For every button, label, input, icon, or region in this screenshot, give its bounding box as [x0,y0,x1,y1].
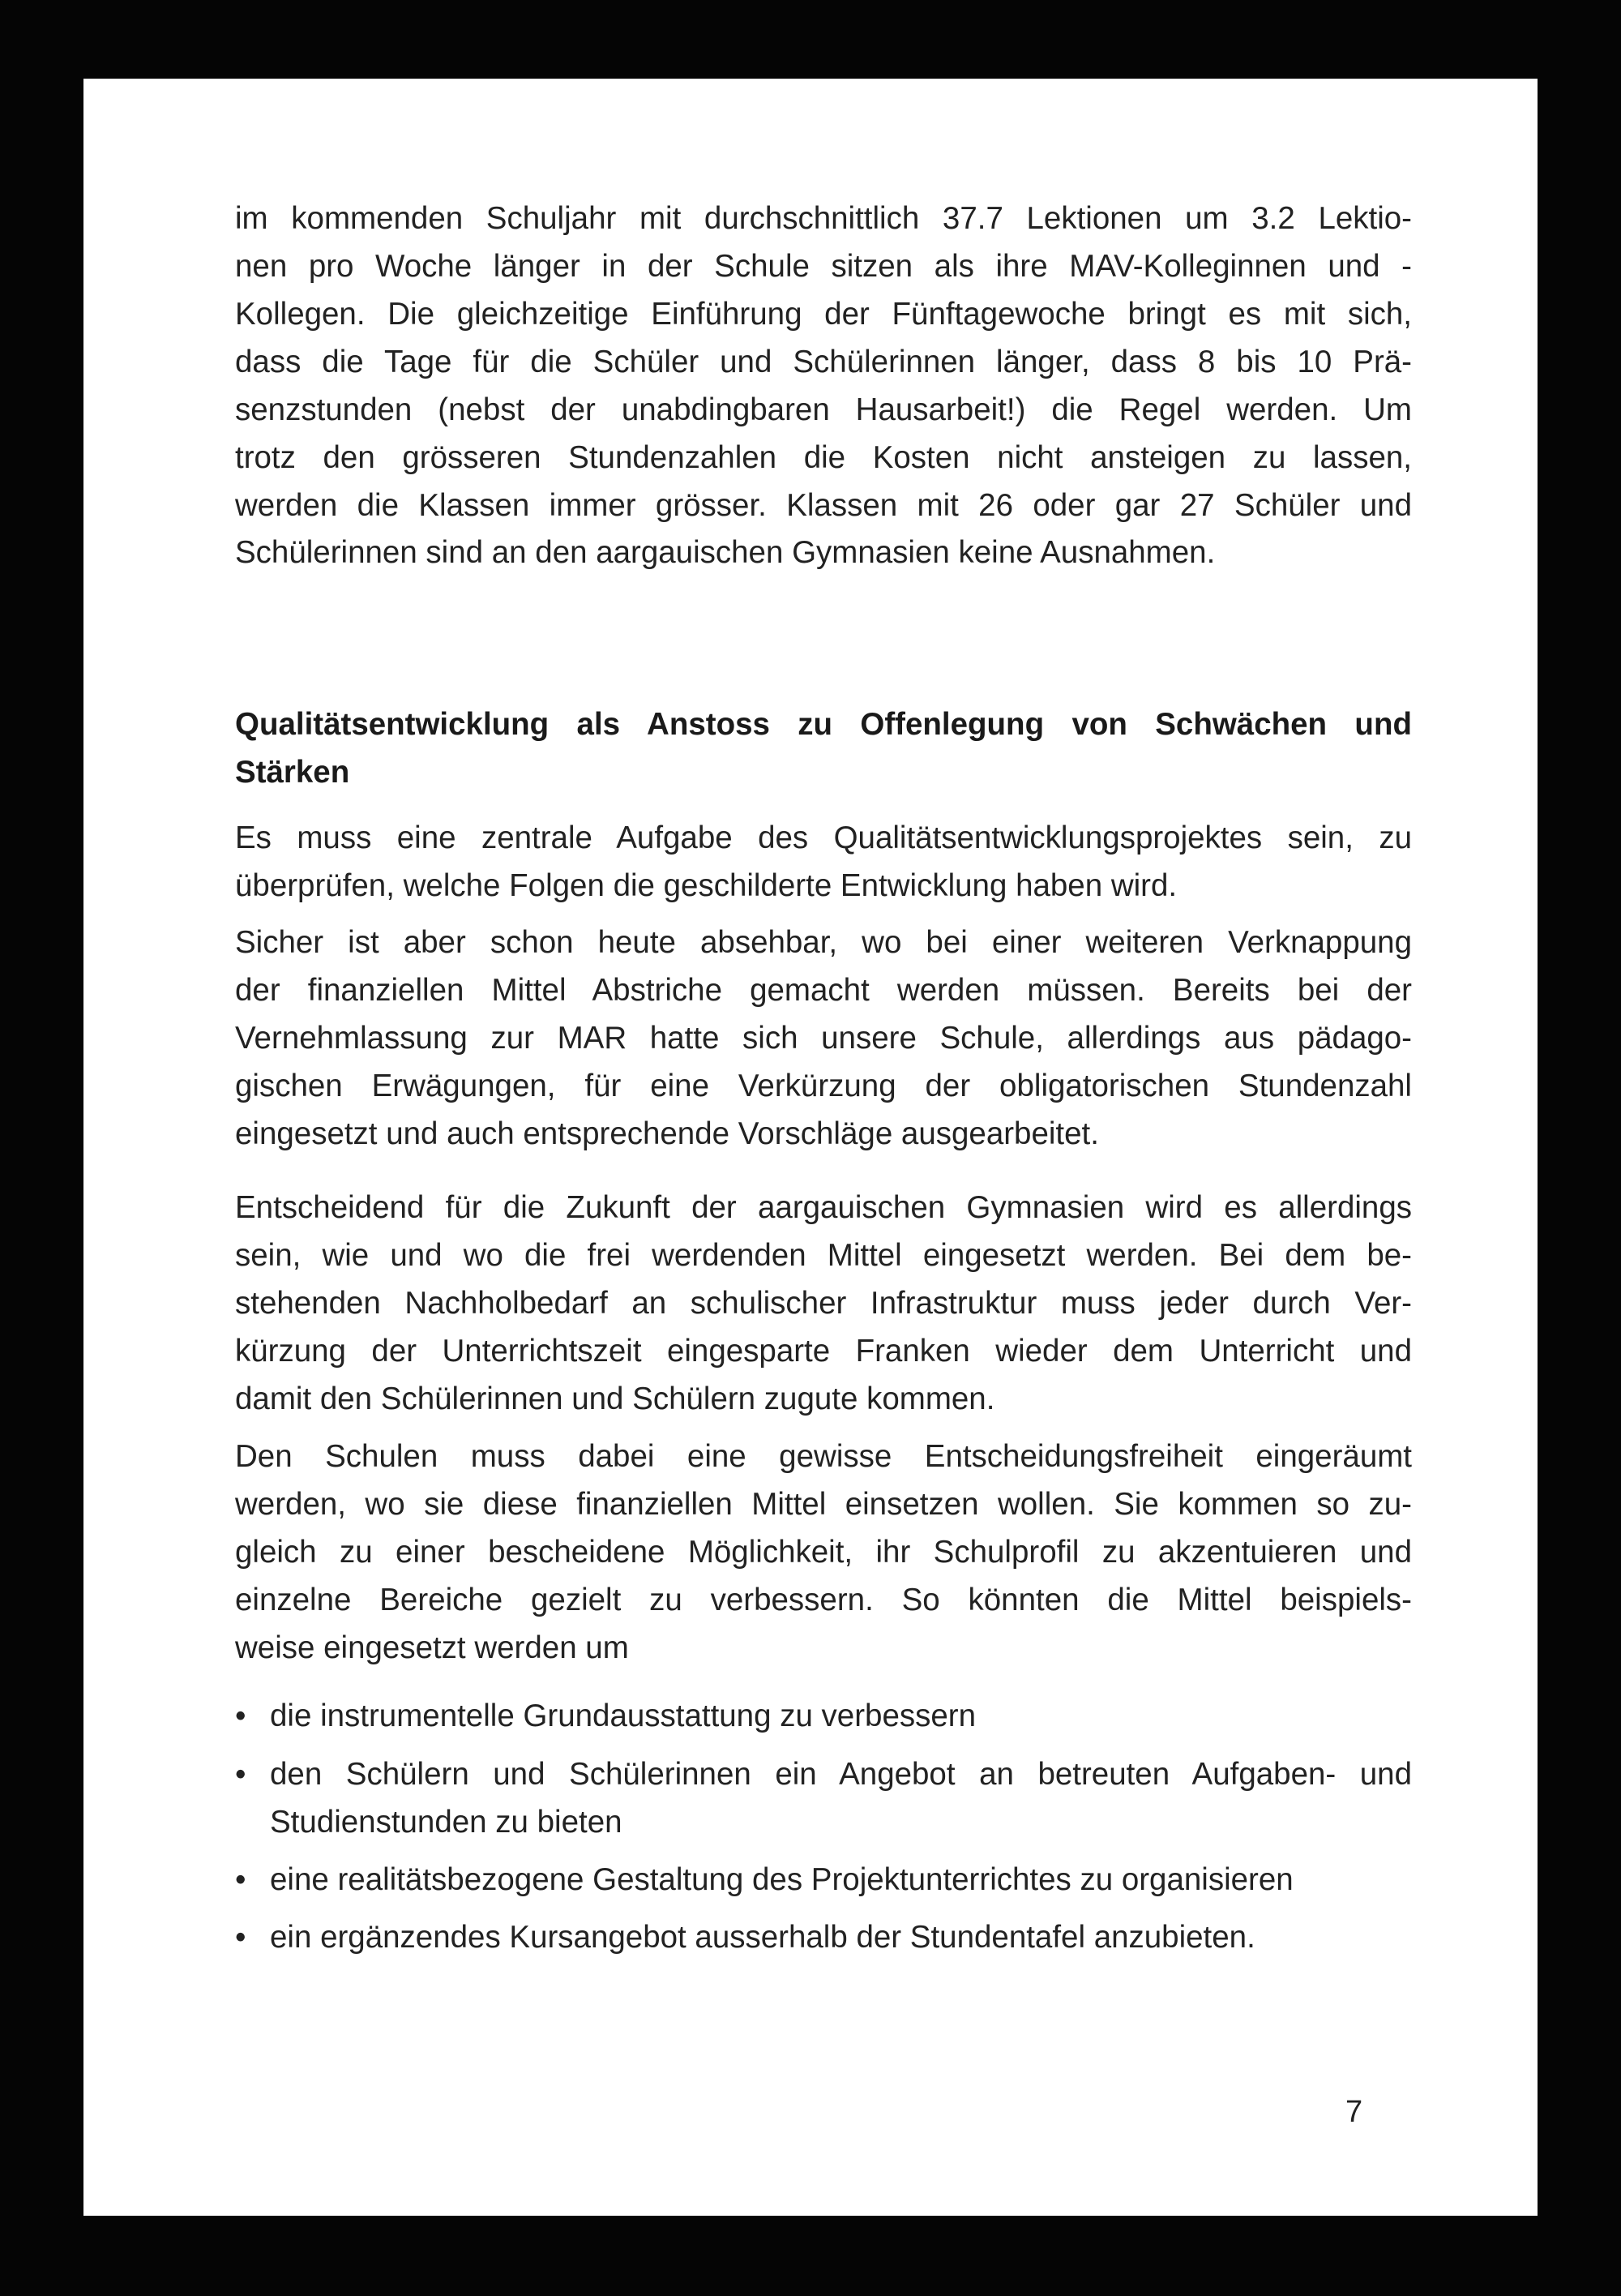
text-line: weise eingesetzt werden um [235,1630,629,1665]
bullet-icon: • [235,1698,246,1733]
page-number: 7 [1345,2095,1363,2129]
text-line: nen pro Woche länger in der Schule sitzen als ihre MAV-Kolleginnen und - [235,249,1412,284]
bullet-icon: • [235,1862,246,1897]
text-line: sein, wie und wo die frei werdenden Mittel eingesetzt werden. Bei dem be- [235,1238,1412,1273]
list-item-text: Studienstunden zu bieten [270,1805,622,1840]
list-item-text: ein ergänzendes Kursangebot ausserhalb der Stundentafel anzubieten. [270,1920,1255,1955]
text-line: Den Schulen muss dabei eine gewisse Entscheidungsfreiheit eingeräumt [235,1439,1412,1474]
text-line: Schülerinnen sind an den aargauischen Gymnasien keine Ausnahmen. [235,535,1216,570]
document-page [83,79,1538,2216]
text-line: überprüfen, welche Folgen die geschilderte Entwicklung haben wird. [235,868,1178,903]
bullet-icon: • [235,1920,246,1955]
text-line: Vernehmlassung zur MAR hatte sich unsere Schule, allerdings aus pädago- [235,1021,1412,1056]
heading-line: Qualitätsentwicklung als Anstoss zu Offenlegung von Schwächen und [235,707,1412,742]
text-line: eingesetzt und auch entsprechende Vorschläge ausgearbeitet. [235,1116,1099,1151]
text-line: damit den Schülerinnen und Schülern zugute kommen. [235,1381,995,1416]
text-line: Entscheidend für die Zukunft der aargauischen Gymnasien wird es allerdings [235,1190,1412,1225]
heading-line: Stärken [235,755,350,790]
list-item-text: eine realitätsbezogene Gestaltung des Projektunterrichtes zu organisieren [270,1862,1294,1897]
list-item-text: den Schülern und Schülerinnen ein Angebot an betreuten Aufgaben- und [270,1757,1412,1792]
text-line: der finanziellen Mittel Abstriche gemacht werden müssen. Bereits bei der [235,973,1412,1008]
text-line: trotz den grösseren Stundenzahlen die Kosten nicht ansteigen zu lassen, [235,440,1412,475]
bullet-icon: • [235,1757,246,1792]
text-line: Sicher ist aber schon heute absehbar, wo bei einer weiteren Verknappung [235,925,1412,960]
text-line: einzelne Bereiche gezielt zu verbessern. So könnten die Mittel beispiels- [235,1583,1412,1617]
text-line: Kollegen. Die gleichzeitige Einführung der Fünftagewoche bringt es mit sich, [235,297,1412,332]
text-line: werden die Klassen immer grösser. Klassen mit 26 oder gar 27 Schüler und [235,488,1412,523]
text-line: im kommenden Schuljahr mit durchschnittlich 37.7 Lektionen um 3.2 Lektio- [235,201,1412,236]
text-line: gleich zu einer bescheidene Möglichkeit, ihr Schulprofil zu akzentuieren und [235,1535,1412,1570]
list-item-text: die instrumentelle Grundausstattung zu verbessern [270,1698,977,1733]
text-line: gischen Erwägungen, für eine Verkürzung der obligatorischen Stundenzahl [235,1069,1412,1103]
text-line: dass die Tage für die Schüler und Schülerinnen länger, dass 8 bis 10 Prä- [235,345,1412,379]
text-line: werden, wo sie diese finanziellen Mittel einsetzen wollen. Sie kommen so zu- [235,1487,1412,1522]
text-line: kürzung der Unterrichtszeit eingesparte Franken wieder dem Unterricht und [235,1334,1412,1369]
text-line: Es muss eine zentrale Aufgabe des Qualitätsentwicklungsprojektes sein, zu [235,820,1412,855]
text-line: senzstunden (nebst der unabdingbaren Hausarbeit!) die Regel werden. Um [235,392,1412,427]
text-line: stehenden Nachholbedarf an schulischer Infrastruktur muss jeder durch Ver- [235,1286,1412,1321]
